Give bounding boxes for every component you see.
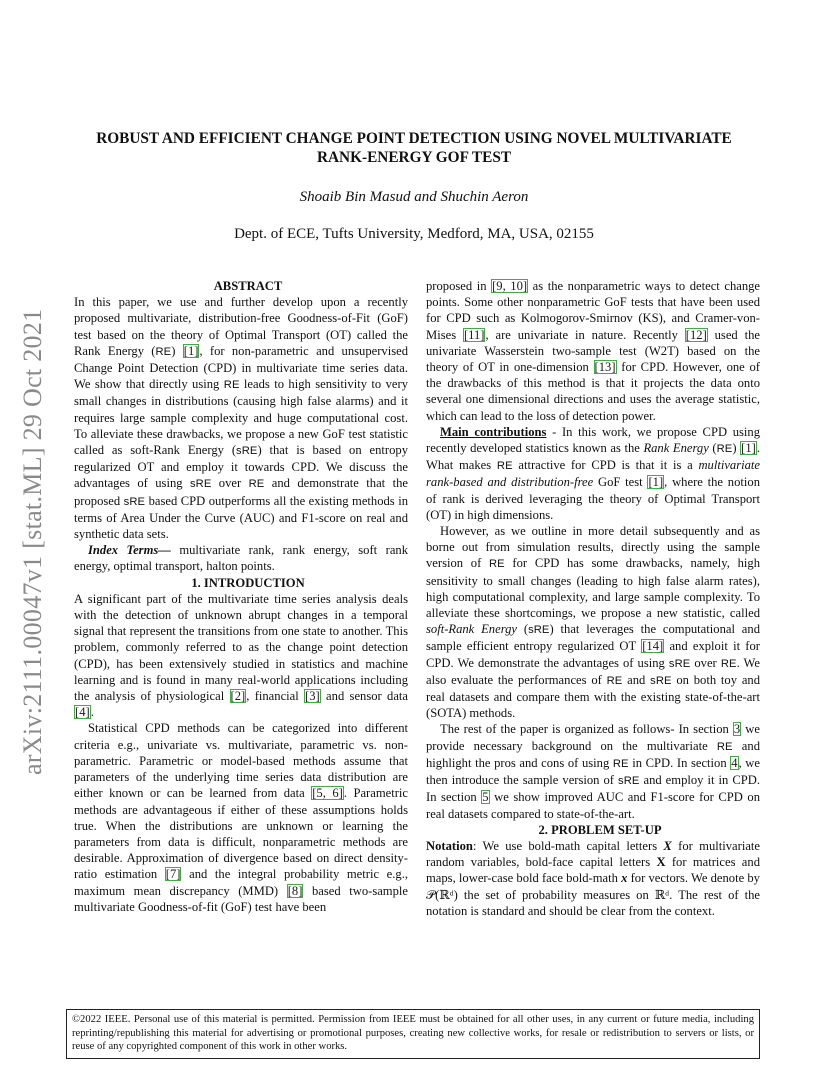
- citation-link[interactable]: [3]: [305, 689, 320, 704]
- problem-setup-heading: 2. PROBLEM SET-UP: [538, 822, 662, 837]
- intro-paragraph-3: proposed in [9, 10] as the nonparametric ways to detect change points. Some other nonparametric GoF tests that have been used for CPD such as Kolmogorov-Smirnov (KS), and Cramer-von-Mises [11], are univariate in nature. Recently [12] used the univariate Wasserstein two-sample test (W2T) based on the theory of OT in one-dimension [13] for CPD. However, one of the drawbacks of this method is that it projects the data onto several one dimensional directions and uses the average statistic, which can lead to the loss of detection power.: [426, 279, 761, 423]
- arxiv-stamp: [14, 285, 50, 775]
- index-terms: Index Terms— multivariate rank, rank energy, soft rank energy, optimal transport, halton points.: [74, 543, 408, 574]
- affiliation: Dept. of ECE, Tufts University, Medford, MA, USA, 02155: [234, 226, 594, 242]
- paper-title: [60, 129, 768, 167]
- left-column: [74, 278, 408, 915]
- citation-link[interactable]: [12]: [685, 327, 707, 342]
- citation-link[interactable]: [2]: [230, 689, 246, 704]
- main-contributions-label: Main contributions: [440, 424, 547, 439]
- citation-link[interactable]: [5, 6]: [312, 786, 343, 801]
- right-column: [426, 278, 760, 919]
- citation-link[interactable]: [1]: [183, 343, 199, 358]
- organization-paragraph: The rest of the paper is organized as follows- In section 3 we provide necessary background on the multivariate RE and highlight the pros and cons of using RE in CPD. In section 4, we then introduce the sample version of sRE and employ it in CPD. In section 5 we show improved AUC and F1-score for CPD on real datasets compared to state-of-the-art.: [426, 722, 761, 821]
- citation-link[interactable]: [8]: [287, 883, 303, 898]
- authors: Shoaib Bin Masud and Shuchin Aeron: [299, 189, 529, 205]
- introduction-heading: 1. INTRODUCTION: [191, 575, 305, 590]
- citation-link[interactable]: [14]: [642, 639, 664, 654]
- index-terms-label: Index Terms—: [88, 543, 171, 558]
- section-link[interactable]: 4: [731, 755, 738, 770]
- however-paragraph: However, as we outline in more detail subsequently and as borne out from simulation results, directly using the sample version of RE for CPD has some drawbacks, namely, high sensitivity to small changes (leading to high false alarm rates), high computational complexity, and large sample complexity. To alleviate these shortcomings, we propose a new statistic, called soft-Rank Energy (sRE) that leverages the computational and sample efficient entropy regularized OT [14] and exploit it for CPD. We demonstrate the advantages of using sRE over RE. We also evaluate the performances of RE and sRE on both toy and real datasets and compare them with the existing state-of-the-art (SOTA) methods.: [426, 524, 761, 721]
- citation-link[interactable]: [13]: [594, 360, 616, 375]
- notation-paragraph: Notation: We use bold-math capital letters X for multivariate random variables, bold-face capital letters X for matrices and maps, lower-case bold face bold-math x for vectors. We denote by 𝒫(ℝᵈ) the set of probability measures on ℝᵈ. The rest of the notation is standard and should be clear from the context.: [426, 838, 760, 918]
- citation-link[interactable]: [11]: [463, 327, 485, 342]
- copyright-notice: ©2022 IEEE. Personal use of this material is permitted. Permission from IEEE must be obtained for all other uses, in any current or future media, including reprinting/republishing this material for advertising or promotional purposes, creating new collective works, for resale or redistribution to servers or lists, or reuse of any copyrighted component of this work in other works.: [66, 1009, 760, 1059]
- citation-link[interactable]: [1]: [741, 441, 756, 456]
- citation-link[interactable]: [1]: [648, 475, 664, 490]
- section-link[interactable]: 5: [482, 790, 489, 805]
- main-contributions-paragraph: Main contributions - In this work, we propose CPD using recently developed statistics known as the Rank Energy (RE) [1]. What makes RE attractive for CPD is that it is a multivariate rank-based and distribution-free GoF test [1], where the notion of rank is derived leveraging the theory of Optimal Transport (OT) in high dimensions.: [426, 424, 760, 522]
- abstract-heading: ABSTRACT: [213, 279, 283, 293]
- section-link[interactable]: 3: [733, 722, 741, 737]
- citation-link[interactable]: [4]: [75, 705, 90, 720]
- notation-label: Notation: [426, 838, 473, 853]
- title-line-1: ROBUST AND EFFICIENT CHANGE POINT DETECTION USING NOVEL MULTIVARIATE: [96, 130, 732, 147]
- arxiv-stamp-text: arXiv:2111.00047v1 [stat.ML] 29 Oct 2021: [18, 308, 47, 775]
- intro-paragraph-1: A significant part of the multivariate time series analysis deals with the detection of unknown abrupt changes in a temporal signal that represent the transitions from one state to another. This problem, commonly referred to as the change point detection (CPD), has been extensively studied in statistics and machine learning and is found in many real-world applications including the analysis of physiological [2], financial [3] and sensor data [4].: [74, 591, 409, 720]
- intro-paragraph-2: Statistical CPD methods can be categorized into different criteria e.g., univariate vs. multivariate, parametric vs. non-parametric. Parametric or model-based methods assume that parameters of the underlying time series data distribution are either known or can be learned from data [5, 6]. Parametric methods are advantageous if either of these assumptions holds true. When the distributions are unknown or learning the parameters from data is difficult, nonparametric methods are desirable. Approximation of divergence based on direct density-ratio estimation [7] and the integral probability metric e.g., maximum mean discrepancy (MMD) [8] based two-sample multivariate Goodness-of-fit (GoF) test have been: [74, 721, 409, 914]
- abstract-text: In this paper, we use and further develop upon a recently proposed multivariate, distribution-free Goodness-of-Fit (GoF) test based on the theory of Optimal Transport (OT) called the Rank Energy (RE) [1], for non-parametric and unsupervised Change Point Detection (CPD) in multivariate time series data. We show that directly using RE leads to high sensitivity to very small changes in distributions (causing high false alarms) and it requires large sample complexity and huge computational cost. To alleviate these drawbacks, we propose a new GoF test statistic called as soft-Rank Energy (sRE) that is based on entropy regularized OT and employ it towards CPD. We discuss the advantages of using sRE over RE and demonstrate that the proposed sRE based CPD outperforms all the existing methods in terms of Area Under the Curve (AUC) and F1-score on real and synthetic data sets.: [74, 295, 408, 542]
- citation-link[interactable]: [7]: [165, 867, 181, 882]
- citation-link[interactable]: [9, 10]: [492, 279, 528, 293]
- title-line-2: RANK-ENERGY GOF TEST: [316, 149, 512, 166]
